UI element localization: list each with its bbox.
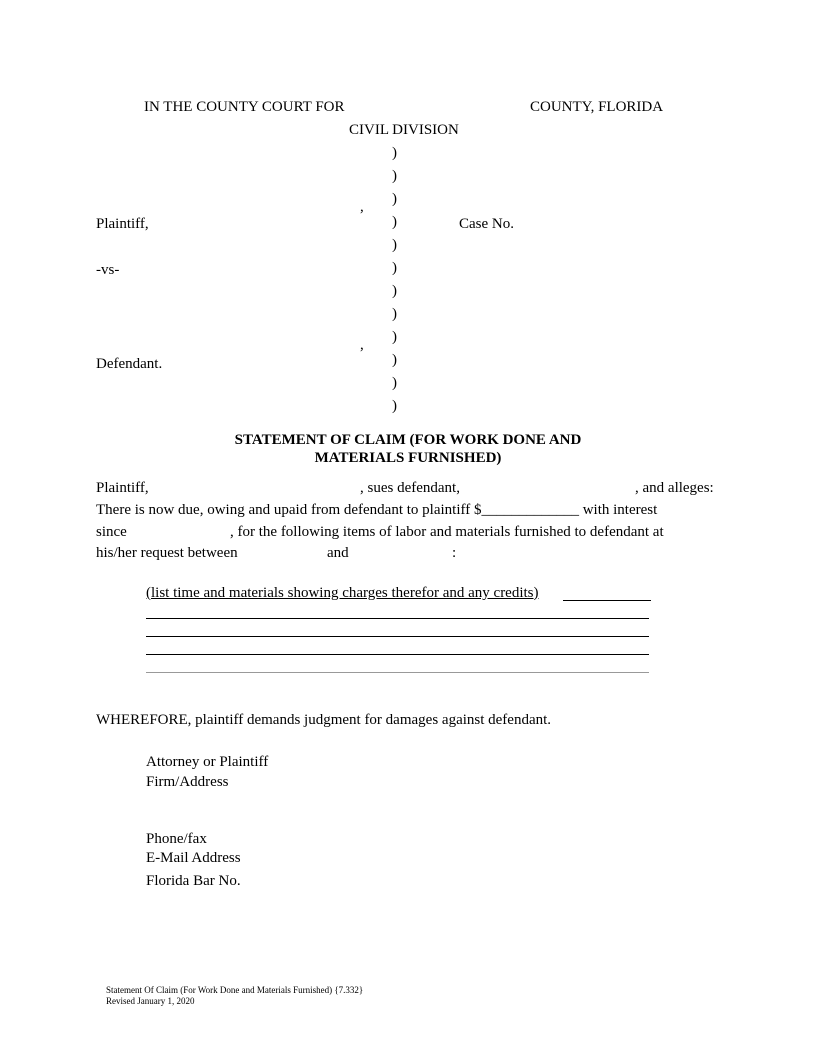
signature-firm-address: Firm/Address bbox=[146, 774, 229, 790]
body-colon: : bbox=[452, 545, 457, 561]
itemized-line-1[interactable] bbox=[146, 618, 649, 619]
court-heading-right: COUNTY, FLORIDA bbox=[530, 99, 664, 115]
caption-paren: ) bbox=[392, 145, 397, 161]
caption-paren: ) bbox=[392, 214, 397, 230]
caption-paren: ) bbox=[392, 329, 397, 345]
document-title-line1: STATEMENT OF CLAIM (FOR WORK DONE AND bbox=[234, 432, 582, 448]
signature-attorney: Attorney or Plaintiff bbox=[146, 754, 269, 770]
defendant-name-comma: , bbox=[360, 337, 364, 353]
case-no-label: Case No. bbox=[459, 216, 514, 232]
body-sues-defendant: , sues defendant, bbox=[360, 480, 460, 496]
body-since-word: since bbox=[96, 524, 127, 540]
itemized-line-3[interactable] bbox=[146, 654, 649, 655]
body-and-word: and bbox=[327, 545, 349, 561]
signature-bar-no: Florida Bar No. bbox=[146, 873, 241, 889]
caption-paren: ) bbox=[392, 283, 397, 299]
body-and-alleges: , and alleges: bbox=[635, 480, 714, 496]
signature-email: E-Mail Address bbox=[146, 850, 241, 866]
body-plaintiff-word: Plaintiff, bbox=[96, 480, 149, 496]
wherefore-clause: WHEREFORE, plaintiff demands judgment for damages against defendant. bbox=[96, 712, 552, 728]
caption-paren: ) bbox=[392, 237, 397, 253]
caption-paren: ) bbox=[392, 260, 397, 276]
caption-paren: ) bbox=[392, 398, 397, 414]
body-items-line: , for the following items of labor and materials furnished to defendant at bbox=[230, 524, 664, 540]
body-request-between: his/her request between bbox=[96, 545, 238, 561]
body-amount-line: There is now due, owing and upaid from defendant to plaintiff $_____________ with interest bbox=[96, 502, 658, 518]
division-heading: CIVIL DIVISION bbox=[349, 122, 459, 138]
court-heading-left: IN THE COUNTY COURT FOR bbox=[144, 99, 345, 115]
document-title-line2: MATERIALS FURNISHED) bbox=[314, 450, 502, 466]
plaintiff-name-comma: , bbox=[360, 199, 364, 215]
caption-paren: ) bbox=[392, 306, 397, 322]
defendant-label: Defendant. bbox=[96, 356, 163, 372]
caption-paren: ) bbox=[392, 191, 397, 207]
instruction-underline-tail bbox=[563, 600, 651, 601]
itemized-line-4[interactable] bbox=[146, 672, 649, 673]
itemized-line-2[interactable] bbox=[146, 636, 649, 637]
plaintiff-label: Plaintiff, bbox=[96, 216, 149, 232]
caption-paren: ) bbox=[392, 352, 397, 368]
signature-phone-fax: Phone/fax bbox=[146, 831, 207, 847]
footer-form-name: Statement Of Claim (For Work Done and Materials Furnished) {7.332} bbox=[106, 985, 364, 995]
versus-label: -vs- bbox=[96, 262, 120, 278]
footer-revised-date: Revised January 1, 2020 bbox=[106, 996, 195, 1006]
itemized-list-instruction: (list time and materials showing charges therefor and any credits) bbox=[146, 585, 539, 601]
caption-paren: ) bbox=[392, 168, 397, 184]
caption-paren: ) bbox=[392, 375, 397, 391]
